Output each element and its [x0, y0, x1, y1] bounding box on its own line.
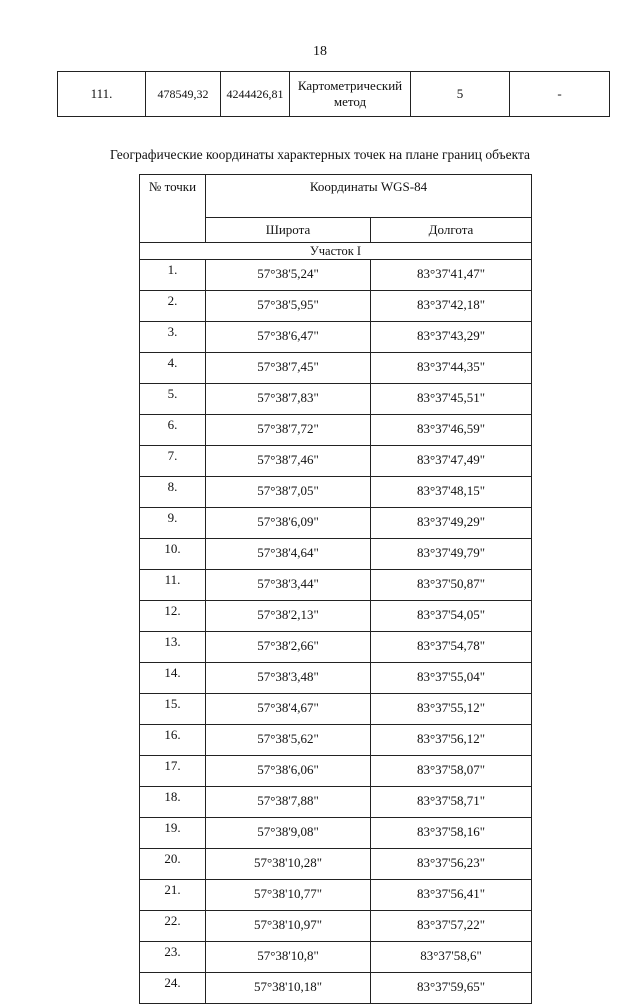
latitude-cell: 57°38'7,88" — [206, 787, 371, 818]
point-number-cell: 22. — [140, 911, 206, 942]
table-row — [140, 942, 532, 973]
header-longitude: Долгота — [371, 218, 532, 243]
longitude-cell: 83°37'41,47" — [371, 260, 532, 291]
latitude-cell: 57°38'2,13" — [206, 601, 371, 632]
point-number-cell: 16. — [140, 725, 206, 756]
header-point-number: № точки — [140, 175, 206, 243]
header-wgs84: Координаты WGS-84 — [206, 175, 532, 218]
latitude-cell: 57°38'10,28" — [206, 849, 371, 880]
longitude-cell: 83°37'56,12" — [371, 725, 532, 756]
accuracy-cell: 5 — [411, 72, 510, 117]
y-coordinate-cell: 4244426,81 — [221, 72, 290, 117]
table-row — [140, 508, 532, 539]
table-row — [140, 694, 532, 725]
section-heading: Географические координаты характерных точек на плане границ объекта — [109, 147, 531, 162]
latitude-cell: 57°38'7,83" — [206, 384, 371, 415]
longitude-cell: 83°37'48,15" — [371, 477, 532, 508]
table-row — [140, 539, 532, 570]
x-coordinate-cell: 478549,32 — [146, 72, 221, 117]
latitude-cell: 57°38'9,08" — [206, 818, 371, 849]
method-line-2: метод — [333, 94, 367, 109]
latitude-cell: 57°38'7,46" — [206, 446, 371, 477]
point-number-cell: 20. — [140, 849, 206, 880]
point-number-cell: 15. — [140, 694, 206, 725]
longitude-cell: 83°37'49,79" — [371, 539, 532, 570]
latitude-cell: 57°38'3,48" — [206, 663, 371, 694]
table-row — [140, 663, 532, 694]
table-row — [140, 787, 532, 818]
longitude-cell: 83°37'58,16" — [371, 818, 532, 849]
table-row — [140, 849, 532, 880]
longitude-cell: 83°37'56,23" — [371, 849, 532, 880]
table-row — [140, 415, 532, 446]
point-number-cell: 14. — [140, 663, 206, 694]
longitude-cell: 83°37'59,65" — [371, 973, 532, 1004]
longitude-cell: 83°37'55,12" — [371, 694, 532, 725]
longitude-cell: 83°37'45,51" — [371, 384, 532, 415]
table-row — [140, 353, 532, 384]
point-number-cell: 8. — [140, 477, 206, 508]
longitude-cell: 83°37'49,29" — [371, 508, 532, 539]
table-row — [58, 72, 610, 117]
point-number-cell: 111. — [58, 72, 146, 117]
latitude-cell: 57°38'5,62" — [206, 725, 371, 756]
point-number-cell: 10. — [140, 539, 206, 570]
point-number-cell: 3. — [140, 322, 206, 353]
longitude-cell: 83°37'43,29" — [371, 322, 532, 353]
longitude-cell: 83°37'56,41" — [371, 880, 532, 911]
longitude-cell: 83°37'44,35" — [371, 353, 532, 384]
table-row — [140, 601, 532, 632]
point-number-cell: 1. — [140, 260, 206, 291]
header-latitude: Широта — [206, 218, 371, 243]
table-row — [140, 384, 532, 415]
table-row — [140, 725, 532, 756]
table-row — [140, 446, 532, 477]
table-row — [140, 570, 532, 601]
point-number-cell: 23. — [140, 942, 206, 973]
longitude-cell: 83°37'50,87" — [371, 570, 532, 601]
point-number-cell: 19. — [140, 818, 206, 849]
longitude-cell: 83°37'46,59" — [371, 415, 532, 446]
point-number-cell: 17. — [140, 756, 206, 787]
point-number-cell: 9. — [140, 508, 206, 539]
table-row — [140, 291, 532, 322]
point-number-cell: 2. — [140, 291, 206, 322]
latitude-cell: 57°38'4,64" — [206, 539, 371, 570]
longitude-cell: 83°37'42,18" — [371, 291, 532, 322]
section-row — [140, 243, 532, 260]
page-number: 18 — [313, 44, 327, 59]
table-row — [140, 322, 532, 353]
table-row — [140, 911, 532, 942]
latitude-cell: 57°38'2,66" — [206, 632, 371, 663]
table-row — [140, 880, 532, 911]
top-coordinates-table — [57, 71, 610, 117]
latitude-cell: 57°38'6,47" — [206, 322, 371, 353]
point-number-cell: 12. — [140, 601, 206, 632]
longitude-cell: 83°37'54,05" — [371, 601, 532, 632]
header-row — [140, 175, 532, 218]
latitude-cell: 57°38'7,05" — [206, 477, 371, 508]
wgs84-coordinates-table — [139, 174, 532, 1004]
table-row — [140, 632, 532, 663]
dash-cell: - — [510, 72, 610, 117]
point-number-cell: 24. — [140, 973, 206, 1004]
table-row — [140, 818, 532, 849]
latitude-cell: 57°38'10,8" — [206, 942, 371, 973]
method-line-1: Картометрический — [297, 78, 403, 93]
latitude-cell: 57°38'10,77" — [206, 880, 371, 911]
longitude-cell: 83°37'47,49" — [371, 446, 532, 477]
longitude-cell: 83°37'54,78" — [371, 632, 532, 663]
latitude-cell: 57°38'10,18" — [206, 973, 371, 1004]
latitude-cell: 57°38'5,24" — [206, 260, 371, 291]
latitude-cell: 57°38'7,45" — [206, 353, 371, 384]
longitude-cell: 83°37'58,6" — [371, 942, 532, 973]
point-number-cell: 18. — [140, 787, 206, 818]
latitude-cell: 57°38'7,72" — [206, 415, 371, 446]
latitude-cell: 57°38'3,44" — [206, 570, 371, 601]
longitude-cell: 83°37'55,04" — [371, 663, 532, 694]
latitude-cell: 57°38'10,97" — [206, 911, 371, 942]
point-number-cell: 13. — [140, 632, 206, 663]
latitude-cell: 57°38'6,09" — [206, 508, 371, 539]
point-number-cell: 11. — [140, 570, 206, 601]
longitude-cell: 83°37'58,07" — [371, 756, 532, 787]
point-number-cell: 7. — [140, 446, 206, 477]
point-number-cell: 6. — [140, 415, 206, 446]
point-number-cell: 5. — [140, 384, 206, 415]
point-number-cell: 4. — [140, 353, 206, 384]
longitude-cell: 83°37'57,22" — [371, 911, 532, 942]
table-row — [140, 477, 532, 508]
method-cell — [290, 72, 411, 117]
latitude-cell: 57°38'5,95" — [206, 291, 371, 322]
table-row — [140, 756, 532, 787]
section-label: Участок I — [140, 243, 532, 260]
longitude-cell: 83°37'58,71" — [371, 787, 532, 818]
latitude-cell: 57°38'6,06" — [206, 756, 371, 787]
latitude-cell: 57°38'4,67" — [206, 694, 371, 725]
table-row — [140, 973, 532, 1004]
point-number-cell: 21. — [140, 880, 206, 911]
table-row — [140, 260, 532, 291]
